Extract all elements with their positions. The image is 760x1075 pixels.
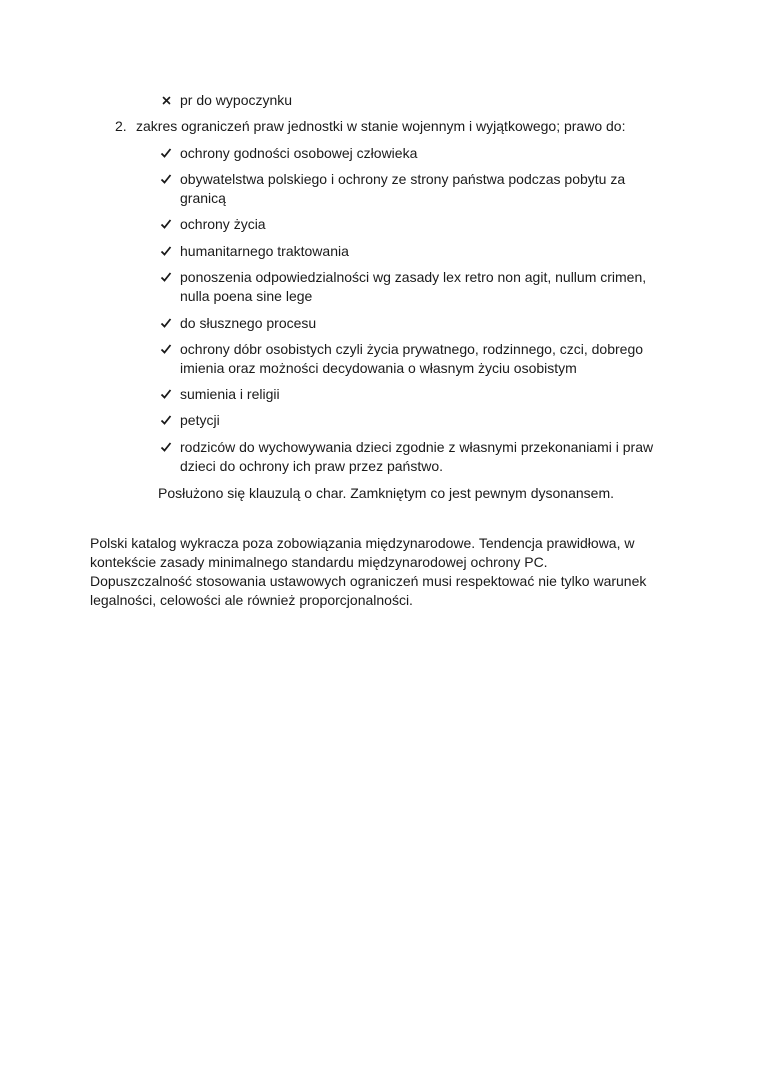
list-item (158, 340, 668, 378)
list-item-text: sumienia i religii (180, 386, 280, 402)
list-note: Posłużono się klauzulą o char. Zamkniętym co jest pewnym dysonansem. (158, 485, 614, 501)
list-item-text: rodziców do wychowywania dzieci zgodnie z własnymi przekonaniami i praw dzieci do ochrony ich praw przez państwo. (180, 439, 654, 474)
numbered-item-text: zakres ograniczeń praw jednostki w stanie wojennym i wyjątkowego; prawo do: (136, 118, 626, 134)
numbered-item (115, 117, 675, 136)
list-item (158, 215, 668, 234)
list-item (158, 170, 668, 208)
list-item (158, 385, 668, 404)
checkmark-icon (158, 438, 174, 458)
item-number: 2. (115, 118, 127, 134)
list-item-text: petycji (180, 412, 220, 428)
list-item-text: ponoszenia odpowiedzialności wg zasady lex retro non agit, nullum crimen, nulla poena sine lege (180, 269, 647, 304)
cross-bullet-icon (158, 91, 174, 110)
checkmark-icon (158, 268, 174, 288)
list-item (158, 242, 668, 261)
list-item (158, 91, 668, 110)
checkmark-icon (158, 314, 174, 334)
list-item-text: pr do wypoczynku (180, 92, 293, 108)
checkmark-icon (158, 170, 174, 190)
checkmark-icon (158, 411, 174, 431)
list-item-text: do słusznego procesu (180, 315, 317, 331)
list-item-text: ochrony życia (180, 216, 266, 232)
list-item (158, 144, 668, 163)
list-item-text: ochrony godności osobowej człowieka (180, 145, 418, 161)
body-paragraph: Polski katalog wykracza poza zobowiązania międzynarodowe. Tendencja prawidłowa, w kontekście zasady minimalnego standardu międzynarodowej ochrony PC. Dopuszczalność stosowania ustawowych ograniczeń musi respektować nie tylko warunek legalności, celowości ale również proporcjonalności. (90, 535, 647, 608)
list-item-text: obywatelstwa polskiego i ochrony ze strony państwa podczas pobytu za granicą (180, 171, 626, 206)
list-item (158, 268, 668, 306)
list-item (158, 411, 668, 430)
list-item (158, 314, 668, 333)
checkmark-icon (158, 144, 174, 164)
checkmark-icon (158, 215, 174, 235)
list-item-text: humanitarnego traktowania (180, 243, 349, 259)
list-item (158, 438, 668, 476)
list-item-text: ochrony dóbr osobistych czyli życia prywatnego, rodzinnego, czci, dobrego imienia oraz możności decydowania o własnym życiu osobistym (180, 341, 644, 376)
checkmark-icon (158, 340, 174, 360)
checkmark-icon (158, 242, 174, 262)
checkmark-icon (158, 385, 174, 405)
